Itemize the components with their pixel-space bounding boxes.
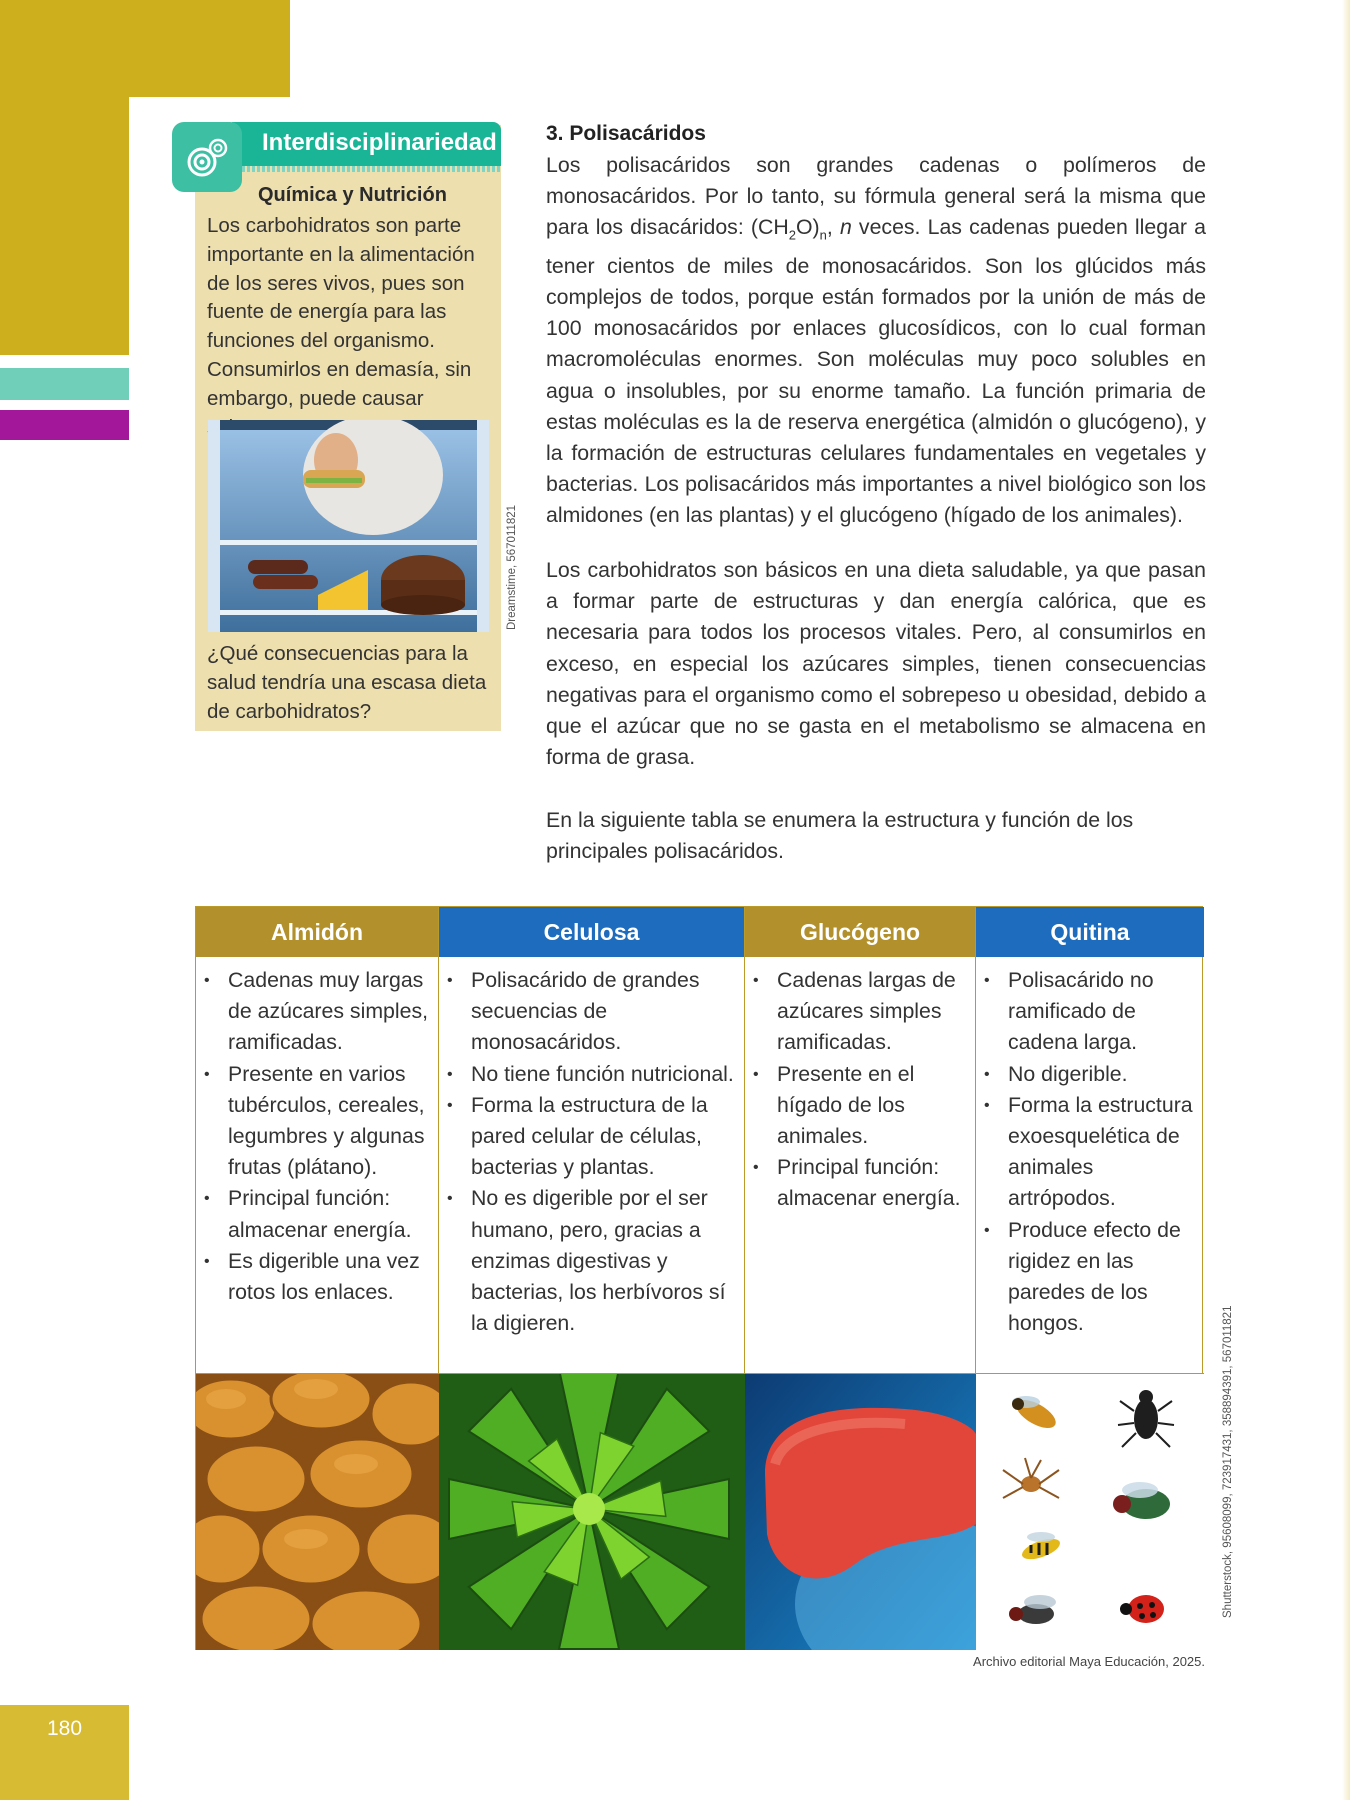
column-header: Quitina (976, 907, 1204, 957)
section-title: 3. Polisacáridos (546, 122, 706, 145)
list-item: • Cadenas muy largas de azúcares simples, ramificadas. (228, 965, 432, 1059)
column-list (196, 957, 438, 1308)
list-item: • Presente en varios tubérculos, cereales, legumbres y algunas frutas (plátano). (228, 1059, 432, 1184)
succulent-plant-image (439, 1373, 744, 1650)
page-number: 180 (46, 1717, 83, 1740)
healthy-diet-paragraph: Los carbohidratos son básicos en una dieta saludable, ya que pasan a formar parte de estructuras y dan energía calórica, que es necesaria para todos los procesos vitales. Pero, al consumirlos en exceso, en especial los azúcares simples, tienen consecuencias negativas para el organismo como el sobrepeso u obesidad, debido a que el azúcar que no se gasta en el metabolismo se almacena en forma de grasa. (546, 558, 1206, 770)
column-header: Almidón (196, 907, 438, 957)
gold-side-block (0, 97, 129, 355)
column-list (439, 957, 744, 1339)
column-almidon (196, 907, 439, 1649)
list-item: • Forma la estructura exoesquelética de animales artrópodos. (1008, 1090, 1198, 1215)
gold-corner-block (0, 0, 290, 97)
column-glucogeno (745, 907, 976, 1649)
interdisciplinary-subtitle: Química y Nutrición (258, 184, 447, 206)
interdisciplinary-question: ¿Qué consecuencias para la salud tendría una escasa dieta de carbohidratos? (207, 642, 487, 723)
liver-image (745, 1373, 975, 1650)
interdisciplinary-title: Interdisciplinariedad (262, 129, 497, 156)
list-item: • No digerible. (1008, 1059, 1198, 1090)
table-image-credit: Shutterstock, 95608099, 723917431, 358894391, 567011821 (1222, 1305, 1234, 1618)
interdisciplinary-text: Los carbohidratos son parte importante en la alimentación de los seres vivos, pues son fuente de energía para las funciones del organismo. Consumirlos en demasía, sin embargo, puede causar (207, 214, 475, 410)
magenta-strip (0, 410, 129, 440)
archive-credit: Archivo editorial Maya Educación, 2025. (973, 1654, 1205, 1669)
photo-credit: Dreamstime, 567011821 (506, 504, 518, 630)
eating-at-fridge-photo (208, 420, 489, 632)
list-item: • No tiene función nutricional. (471, 1059, 738, 1090)
teal-strip (0, 368, 129, 400)
column-header: Glucógeno (745, 907, 975, 957)
insects-image (976, 1373, 1204, 1650)
list-item: • Produce efecto de rigidez en las paredes de los hongos. (1008, 1215, 1198, 1340)
list-item: • Polisacárido de grandes secuencias de monosacáridos. (471, 965, 738, 1059)
table-intro-paragraph: En la siguiente tabla se enumera la estructura y función de los principales polisacáridos. (546, 808, 1134, 864)
potatoes-image (196, 1373, 438, 1650)
column-header: Celulosa (439, 907, 744, 957)
target-icon (172, 122, 242, 192)
polysaccharides-paragraph: Los polisacáridos son grandes cadenas o polímeros de monosacáridos. Por lo tanto, su fórmula general será la misma que para los disacáridos: $(CH_2O)_n$, n veces. Las cadenas pueden llegar a tener cientos de miles de monosacáridos. Son los glúcidos más complejos de todos, porque están formados por la unión de más de 100 monosacáridos por enlaces glucosídicos, con lo cual forman macromoléculas enormes. Son moléculas muy poco solubles en agua o insolubles, por su enorme tamaño. La función primaria de estas moléculas es la de reserva energética (almidón o glucógeno), y la formación de estructuras celulares fundamentales en vegetales y bacterias. Los polisacáridos más importantes a nivel biológico son los almidones (en las plantas) y el glucógeno (hígado de los animales). (546, 153, 1206, 528)
list-item: • Principal función: almacenar energía. (777, 1152, 969, 1214)
list-item: • Presente en el hígado de los animales. (777, 1059, 969, 1153)
list-item: • Principal función: almacenar energía. (228, 1183, 432, 1245)
column-list (976, 957, 1204, 1339)
list-item: • Cadenas largas de azúcares simples ramificadas. (777, 965, 969, 1059)
list-item: • Polisacárido no ramificado de cadena larga. (1008, 965, 1198, 1059)
polysaccharides-table (195, 906, 1203, 1650)
list-item: • No es digerible por el ser humano, pero, gracias a enzimas digestivas y bacterias, los herbívoros sí la digieren. (471, 1183, 738, 1339)
list-item: • Forma la estructura de la pared celular de células, bacterias y plantas. (471, 1090, 738, 1184)
column-quitina (976, 907, 1204, 1649)
column-celulosa (439, 907, 745, 1649)
list-item: • Es digerible una vez rotos los enlaces. (228, 1246, 432, 1308)
column-list (745, 957, 975, 1215)
page-edge (1342, 0, 1350, 1800)
